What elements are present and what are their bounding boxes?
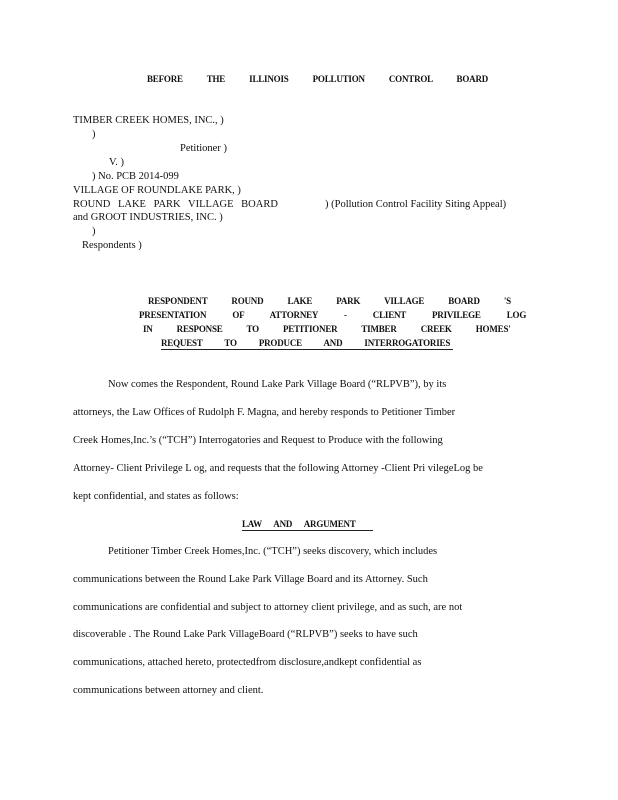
title-line-4: REQUEST TO PRODUCE AND INTERROGATORIES: [161, 339, 453, 350]
title-line-1: RESPONDENT ROUND LAKE PARK VILLAGE BOARD 'S: [148, 296, 511, 306]
title-line-2: PRESENTATION OF ATTORNEY - CLIENT PRIVILEGE LOG: [139, 310, 527, 320]
caption-appeal-type: ) (Pollution Control Facility Siting Appeal): [325, 199, 507, 210]
paragraph-1-line-4: Attorney- Client Privilege L og, and requests that the following Attorney -Client Pri vilegeLog be: [73, 463, 483, 474]
caption-petitioner-role: Petitioner ): [180, 143, 227, 154]
court-header: BEFORE THE ILLINOIS POLLUTION CONTROL BOARD: [147, 74, 489, 84]
caption-respondent-board: ROUND LAKE PARK VILLAGE BOARD: [73, 199, 278, 210]
paragraph-2-line-2: communications between the Round Lake Park Village Board and its Attorney. Such: [73, 574, 428, 585]
paragraph-1-line-1: Now comes the Respondent, Round Lake Park Village Board (“RLPVB”), by its: [108, 379, 447, 390]
title-line-3: IN RESPONSE TO PETITIONER TIMBER CREEK HOMES': [143, 324, 511, 334]
caption-bracket: ): [92, 226, 96, 237]
paragraph-2-line-3: communications are confidential and subject to attorney client privilege, and as such, are not: [73, 602, 463, 613]
paragraph-2-line-6: communications between attorney and client.: [73, 685, 264, 696]
paragraph-1-line-5: kept confidential, and states as follows:: [73, 491, 239, 502]
paragraph-2-line-5: communications, attached hereto, protectedfrom disclosure,andkept confidential as: [73, 657, 422, 668]
section-heading: LAW AND ARGUMENT: [242, 520, 373, 531]
paragraph-2-line-1: Petitioner Timber Creek Homes,Inc. (“TCH”) seeks discovery, which includes: [108, 546, 438, 557]
caption-versus: V. ): [109, 157, 124, 168]
caption-respondent-village: VILLAGE OF ROUNDLAKE PARK, ): [73, 185, 241, 196]
caption-petitioner-name: TIMBER CREEK HOMES, INC., ): [73, 115, 224, 126]
caption-bracket: ): [92, 129, 96, 140]
caption-respondent-groot: and GROOT INDUSTRIES, INC. ): [73, 212, 223, 223]
paragraph-2-line-4: discoverable . The Round Lake Park VillageBoard (“RLPVB”) seeks to have such: [73, 629, 418, 640]
paragraph-1-line-2: attorneys, the Law Offices of Rudolph F. Magna, and hereby responds to Petitioner Timber: [73, 407, 456, 418]
caption-case-number: ) No. PCB 2014-099: [92, 171, 179, 182]
caption-respondents-role: Respondents ): [82, 240, 142, 251]
paragraph-1-line-3: Creek Homes,Inc.’s (“TCH”) Interrogatories and Request to Produce with the following: [73, 435, 443, 446]
